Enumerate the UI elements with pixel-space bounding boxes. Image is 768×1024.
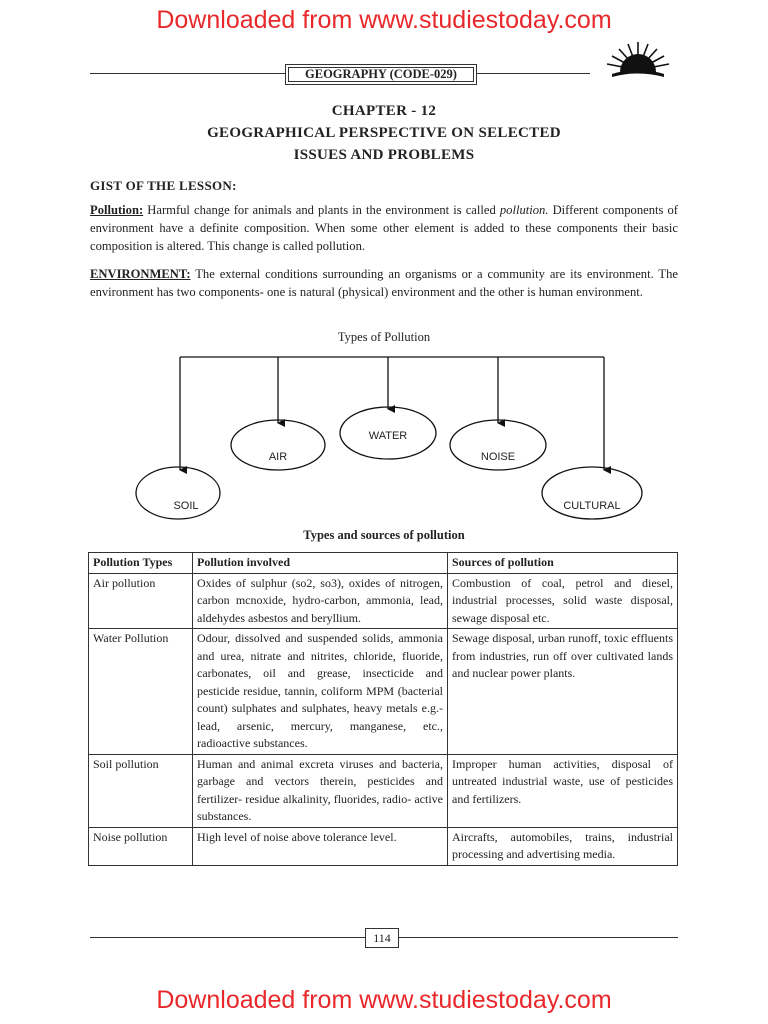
subject-label: GEOGRAPHY (CODE-029): [305, 67, 457, 81]
pollution-text-2: Different components of environment have a definite composition. When some other element is added to these components their basic composition is altered. This change is called pollution.: [90, 203, 679, 253]
pollution-table: [88, 552, 678, 866]
pollution-text-1: Harmful change for animals and plants in the environment is called: [143, 203, 500, 217]
cell-sources: Aircrafts, automobiles, trains, industrial processing and advertising media.: [448, 827, 678, 865]
cell-sources: Improper human activities, disposal of untreated industrial waste, use of pesticides and fertilizers.: [448, 754, 678, 827]
header-sources: Sources of pollution: [448, 553, 678, 574]
table-header-row: [89, 553, 678, 574]
pollution-types-diagram: [130, 350, 650, 525]
chapter-number: CHAPTER - 12: [331, 103, 437, 119]
gist-heading: GIST OF THE LESSON:: [90, 178, 237, 193]
node-soil-label: SOIL: [173, 500, 199, 512]
chapter-title-line2: ISSUES AND PROBLEMS: [293, 147, 475, 163]
page-number: 114: [365, 928, 399, 948]
pollution-term: Pollution:: [90, 203, 144, 217]
cell-sources: Sewage disposal, urban runoff, toxic effluents from industries, run off over cultivated lands and nuclear power plants.: [448, 629, 678, 755]
table-row: [89, 827, 678, 865]
subject-box: [285, 64, 477, 85]
header-pollution-involved: Pollution involved: [193, 553, 448, 574]
cell-type: Water Pollution: [89, 629, 193, 755]
cell-type: Noise pollution: [89, 827, 193, 865]
table-title: Types and sources of pollution: [303, 528, 465, 542]
cell-involved: Human and animal excreta viruses and bacteria, garbage and vectors therein, pesticides and fertilizer- residue alkalinity, fluorides, radio- active substances.: [193, 754, 448, 827]
header-pollution-types: Pollution Types: [89, 553, 193, 574]
table-row: [89, 754, 678, 827]
diagram-title: Types of Pollution: [337, 330, 431, 344]
chapter-title-line1: GEOGRAPHICAL PERSPECTIVE ON SELECTED: [207, 125, 561, 141]
cell-involved: High level of noise above tolerance level.: [193, 827, 448, 865]
pollution-italic-term: pollution.: [499, 203, 549, 217]
node-cultural-label: CULTURAL: [563, 500, 621, 512]
cell-sources: Combustion of coal, petrol and diesel, industrial processes, solid waste disposal, sewage disposal etc.: [448, 573, 678, 629]
school-logo: [598, 40, 678, 94]
environment-text: The external conditions surrounding an organisms or a community are its environment. The environment has two components- one is natural (physical) environment and the other is human environment.: [90, 267, 678, 299]
top-download-banner: Downloaded from www.studiestoday.com: [156, 6, 612, 34]
table-row: [89, 629, 678, 755]
cell-involved: Oxides of sulphur (so2, so3), oxides of nitrogen, carbon mcnoxide, hydro-carbon, ammonia, lead, aldehydes asbestos and beryllium.: [193, 573, 448, 629]
bottom-download-banner: Downloaded from www.studiestoday.com: [156, 986, 612, 1014]
environment-term: ENVIRONMENT:: [90, 267, 191, 281]
cell-type: Soil pollution: [89, 754, 193, 827]
node-noise-label: NOISE: [480, 451, 516, 463]
table-row: [89, 573, 678, 629]
node-water-label: WATER: [368, 430, 408, 442]
environment-paragraph: [90, 265, 678, 301]
cell-involved: Odour, dissolved and suspended solids, ammonia and urea, nitrate and nitrites, chloride, fluoride, carbonates, oil and grease, insecticide and pesticide residue, tannin, coliform MPM (bacterial count) sulphates and sulphates, heavy metals e.g.- lead, arsenic, mercury, manganese, etc., radioactive substances.: [193, 629, 448, 755]
node-air-label: AIR: [268, 451, 288, 463]
pollution-paragraph: [90, 201, 678, 255]
cell-type: Air pollution: [89, 573, 193, 629]
